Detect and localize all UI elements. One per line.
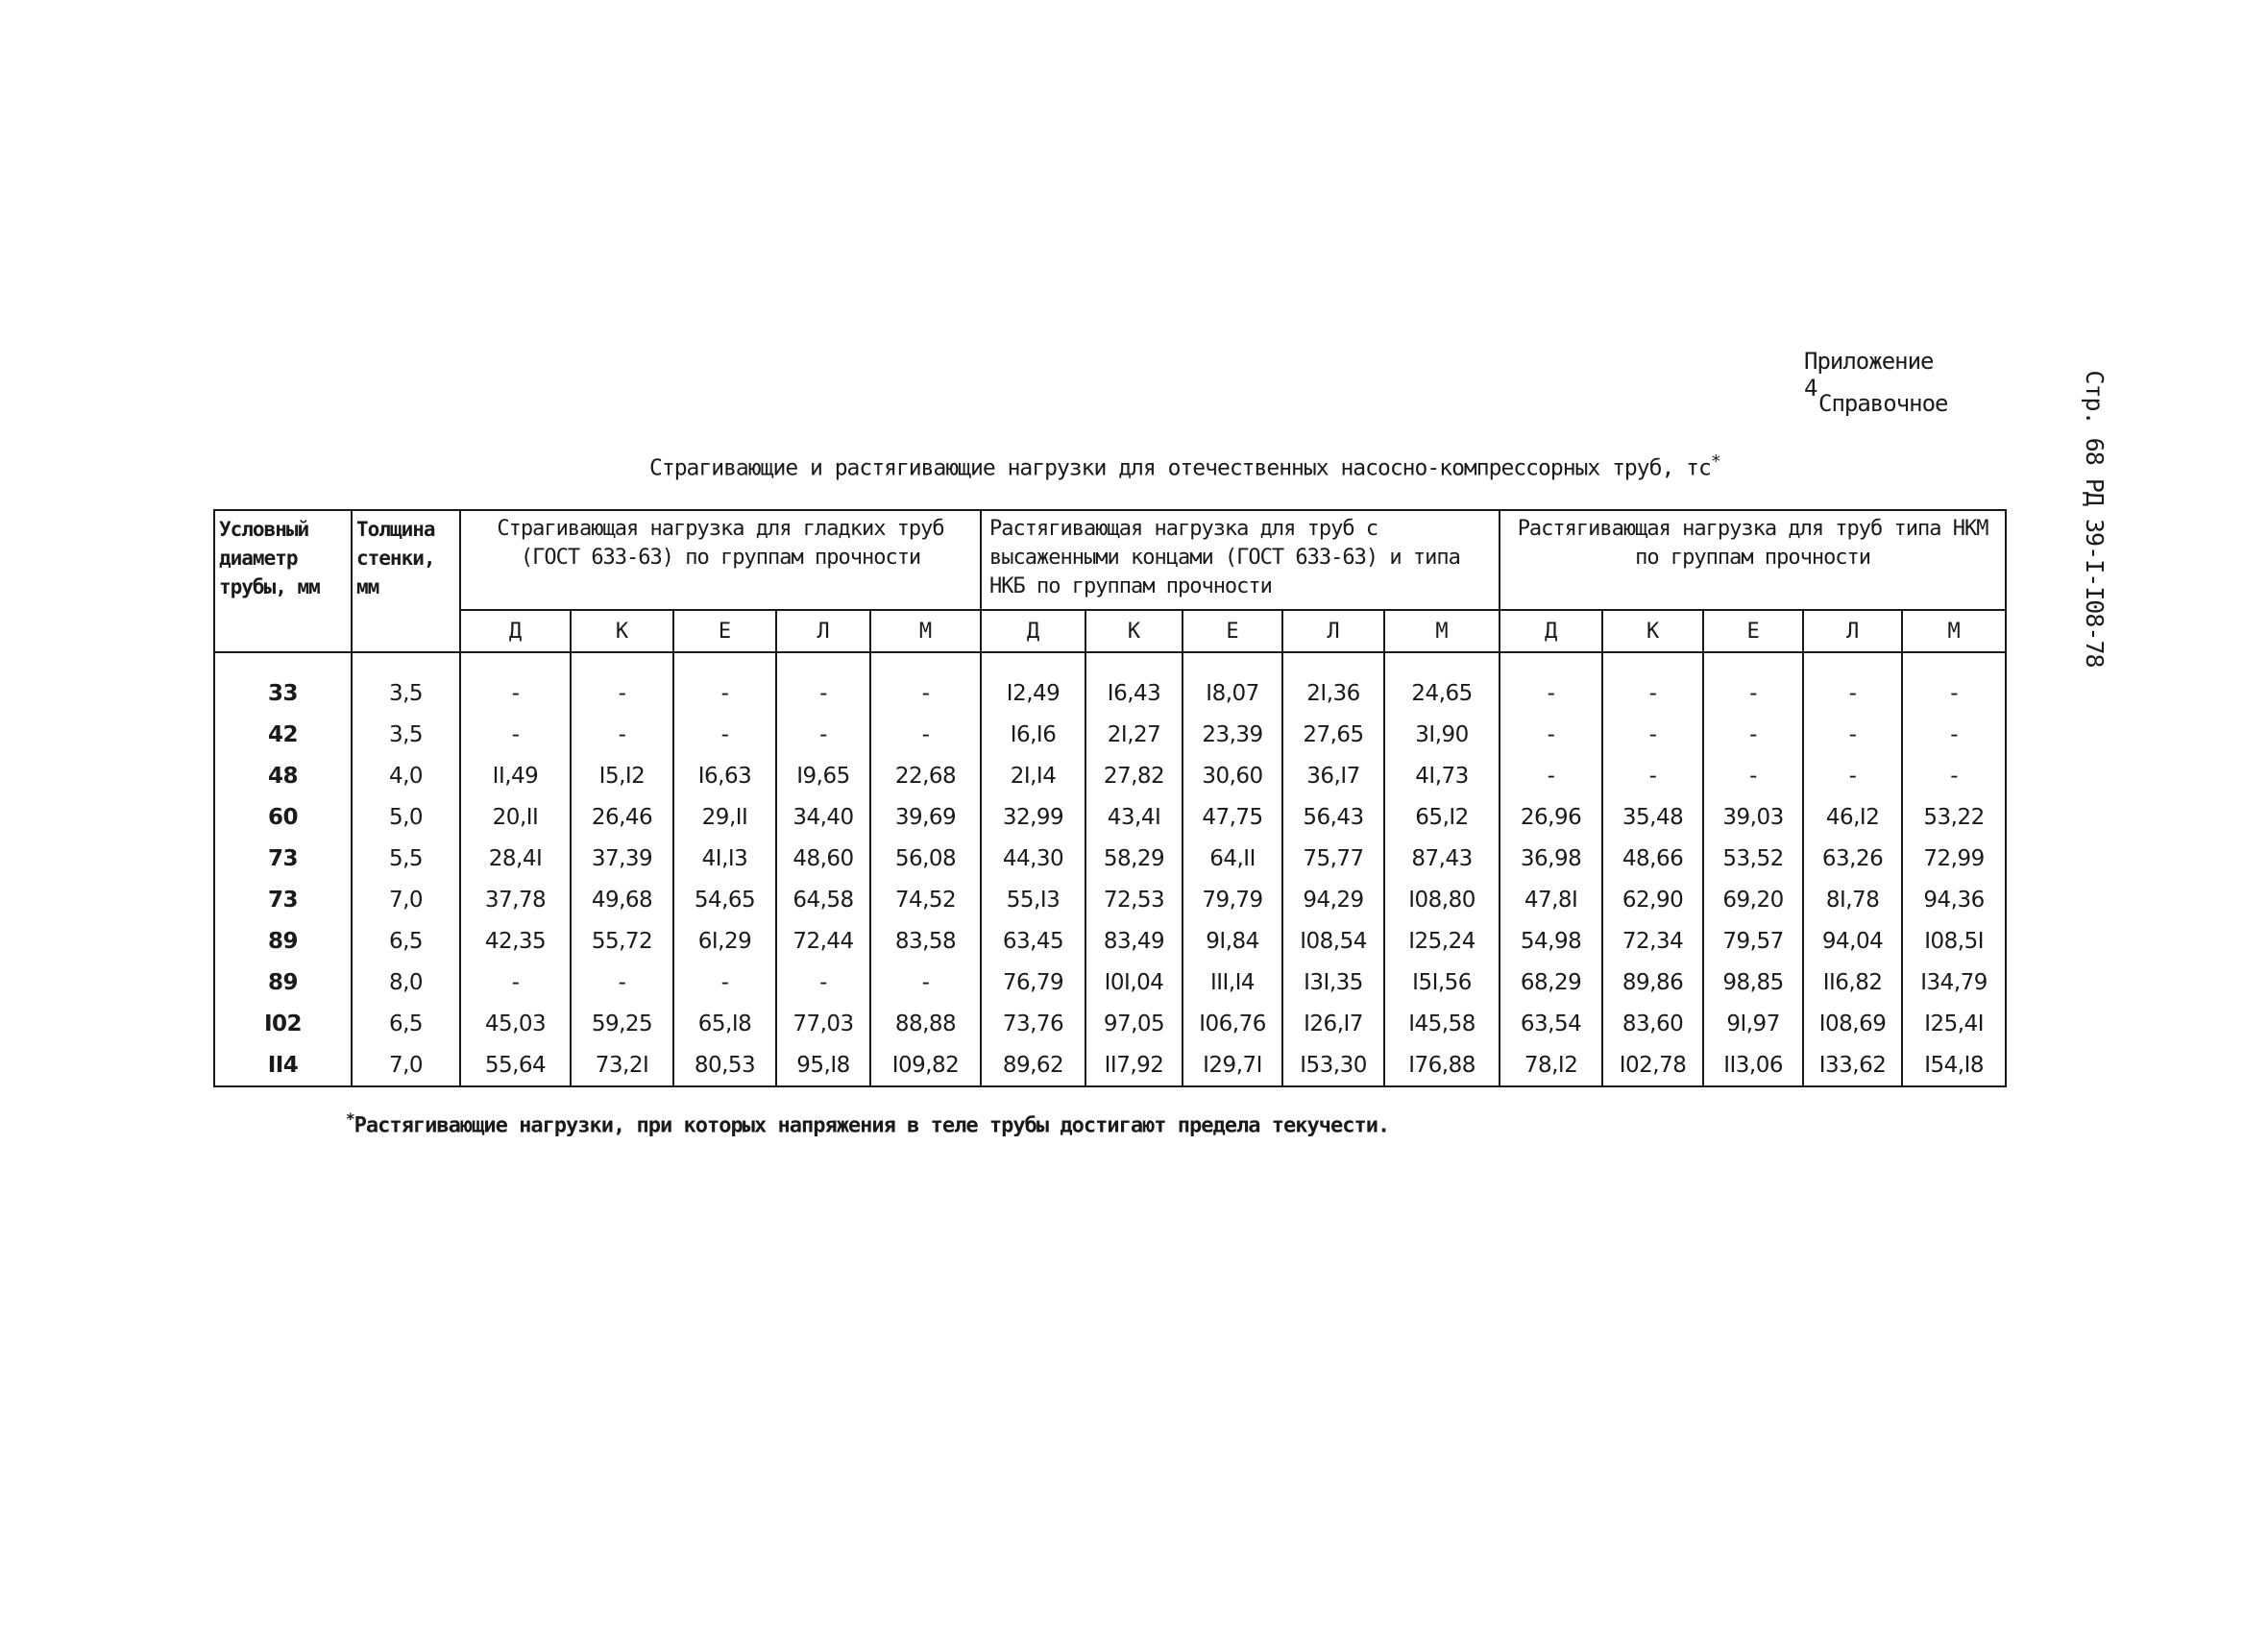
load-cell: I6,63 <box>673 755 776 796</box>
load-cell: I8,07 <box>1183 652 1282 714</box>
grade-header-cell: Е <box>673 610 776 652</box>
load-cell: - <box>1602 652 1703 714</box>
load-cell: I6,43 <box>1085 652 1183 714</box>
footnote-mark: * <box>346 1109 354 1128</box>
load-cell: 75,77 <box>1282 838 1384 879</box>
load-cell: 83,58 <box>870 920 981 962</box>
load-cell: 97,05 <box>1085 1003 1183 1044</box>
load-cell: 32,99 <box>981 796 1085 838</box>
table-row <box>214 879 2006 920</box>
load-cell: I6,I6 <box>981 714 1085 755</box>
load-cell: 83,49 <box>1085 920 1183 962</box>
load-cell: 43,4I <box>1085 796 1183 838</box>
grade-header-cell: Л <box>1282 610 1384 652</box>
load-cell: 36,I7 <box>1282 755 1384 796</box>
page-side-label: Стр. 68 РД 39-I-I08-78 <box>2081 370 2109 668</box>
table-row <box>214 1044 2006 1086</box>
load-cell: 53,22 <box>1902 796 2006 838</box>
load-cell: - <box>870 962 981 1003</box>
load-cell: I5I,56 <box>1384 962 1500 1003</box>
load-cell: - <box>1902 652 2006 714</box>
load-cell: 47,75 <box>1183 796 1282 838</box>
load-cell: 73,2I <box>571 1044 673 1086</box>
load-cell: 72,34 <box>1602 920 1703 962</box>
load-cell: 95,I8 <box>776 1044 870 1086</box>
load-cell: 39,03 <box>1703 796 1803 838</box>
load-cell: I08,69 <box>1803 1003 1902 1044</box>
load-cell: 58,29 <box>1085 838 1183 879</box>
load-cell: I25,4I <box>1902 1003 2006 1044</box>
load-cell: - <box>673 962 776 1003</box>
load-cell: 64,II <box>1183 838 1282 879</box>
load-cell: 79,57 <box>1703 920 1803 962</box>
load-cell: 56,08 <box>870 838 981 879</box>
load-cell: - <box>1803 714 1902 755</box>
load-cell: I5,I2 <box>571 755 673 796</box>
load-cell: 9I,84 <box>1183 920 1282 962</box>
table-row <box>214 652 2006 714</box>
load-cell: 62,90 <box>1602 879 1703 920</box>
load-cell: 80,53 <box>673 1044 776 1086</box>
load-cell: - <box>1803 755 1902 796</box>
grade-header-cell: М <box>1902 610 2006 652</box>
load-cell: 42,35 <box>460 920 571 962</box>
load-cell: II3,06 <box>1703 1044 1803 1086</box>
load-cell: 8I,78 <box>1803 879 1902 920</box>
load-cell: - <box>673 652 776 714</box>
load-cell: 73,76 <box>981 1003 1085 1044</box>
thickness-cell: 3,5 <box>352 714 460 755</box>
diameter-cell: II4 <box>214 1044 352 1086</box>
grade-header-cell: Д <box>981 610 1085 652</box>
load-cell: 48,60 <box>776 838 870 879</box>
grade-header-row <box>214 610 2006 652</box>
load-cell: I53,30 <box>1282 1044 1384 1086</box>
load-cell: 47,8I <box>1500 879 1602 920</box>
load-cell: 89,62 <box>981 1044 1085 1086</box>
load-cell: I54,I8 <box>1902 1044 2006 1086</box>
load-cell: 34,40 <box>776 796 870 838</box>
load-cell: - <box>776 652 870 714</box>
diameter-cell: 89 <box>214 962 352 1003</box>
load-cell: 55,64 <box>460 1044 571 1086</box>
load-cell: - <box>1500 714 1602 755</box>
load-cell: - <box>571 962 673 1003</box>
load-cell: 26,46 <box>571 796 673 838</box>
header-diameter: Условный диаметр трубы, мм <box>214 510 352 652</box>
load-cell: - <box>1703 755 1803 796</box>
load-cell: - <box>1803 652 1902 714</box>
header-group-smooth: Страгивающая нагрузка для гладких труб (ГОСТ 633-63) по группам прочности <box>460 510 981 610</box>
load-cell: 48,66 <box>1602 838 1703 879</box>
load-cell: I34,79 <box>1902 962 2006 1003</box>
load-cell: 94,36 <box>1902 879 2006 920</box>
load-cell: - <box>460 714 571 755</box>
load-cell: I08,80 <box>1384 879 1500 920</box>
reference-label: Справочное <box>1818 390 1948 417</box>
load-cell: 39,69 <box>870 796 981 838</box>
load-cell: - <box>1602 755 1703 796</box>
table-row <box>214 755 2006 796</box>
load-cell: 49,68 <box>571 879 673 920</box>
load-cell: 55,72 <box>571 920 673 962</box>
load-cell: II7,92 <box>1085 1044 1183 1086</box>
header-group-nkm: Растягивающая нагрузка для труб типа НКМ по группам прочности <box>1500 510 2006 610</box>
load-cell: 78,I2 <box>1500 1044 1602 1086</box>
load-cell: I9,65 <box>776 755 870 796</box>
load-cell: 45,03 <box>460 1003 571 1044</box>
load-cell: 65,I8 <box>673 1003 776 1044</box>
table-row <box>214 714 2006 755</box>
load-cell: 63,45 <box>981 920 1085 962</box>
thickness-cell: 5,0 <box>352 796 460 838</box>
grade-header-cell: Е <box>1703 610 1803 652</box>
load-cell: I3I,35 <box>1282 962 1384 1003</box>
diameter-cell: 48 <box>214 755 352 796</box>
load-cell: I25,24 <box>1384 920 1500 962</box>
load-cell: 44,30 <box>981 838 1085 879</box>
thickness-cell: 5,5 <box>352 838 460 879</box>
load-cell: 77,03 <box>776 1003 870 1044</box>
load-cell: - <box>1703 652 1803 714</box>
load-cell: 2I,36 <box>1282 652 1384 714</box>
load-cell: 27,65 <box>1282 714 1384 755</box>
load-cell: 46,I2 <box>1803 796 1902 838</box>
load-cell: 72,99 <box>1902 838 2006 879</box>
load-cell: - <box>1902 714 2006 755</box>
load-cell: 36,98 <box>1500 838 1602 879</box>
load-cell: - <box>571 652 673 714</box>
load-cell: I0I,04 <box>1085 962 1183 1003</box>
load-cell: 6I,29 <box>673 920 776 962</box>
load-cell: 9I,97 <box>1703 1003 1803 1044</box>
load-cell: 74,52 <box>870 879 981 920</box>
load-cell: 54,65 <box>673 879 776 920</box>
footnote <box>346 1109 1691 1137</box>
load-cell: - <box>1500 652 1602 714</box>
grade-header-cell: Л <box>776 610 870 652</box>
table-title <box>649 451 1764 481</box>
diameter-cell: 73 <box>214 879 352 920</box>
table-row <box>214 796 2006 838</box>
load-cell: - <box>1902 755 2006 796</box>
load-cell: 72,53 <box>1085 879 1183 920</box>
thickness-cell: 7,0 <box>352 879 460 920</box>
load-cell: 3I,90 <box>1384 714 1500 755</box>
load-cell: - <box>673 714 776 755</box>
load-cell: - <box>460 962 571 1003</box>
load-cell: 27,82 <box>1085 755 1183 796</box>
load-cell: I45,58 <box>1384 1003 1500 1044</box>
load-cell: - <box>776 714 870 755</box>
load-cell: 65,I2 <box>1384 796 1500 838</box>
load-cell: 88,88 <box>870 1003 981 1044</box>
footnote-text: Растягивающие нагрузки, при которых напряжения в теле трубы достигают предела текучести. <box>354 1113 1390 1138</box>
load-cell: 22,68 <box>870 755 981 796</box>
load-cell: 63,54 <box>1500 1003 1602 1044</box>
load-cell: I06,76 <box>1183 1003 1282 1044</box>
load-cell: 37,78 <box>460 879 571 920</box>
load-cell: 94,04 <box>1803 920 1902 962</box>
thickness-cell: 7,0 <box>352 1044 460 1086</box>
load-cell: 23,39 <box>1183 714 1282 755</box>
load-cell: 4I,73 <box>1384 755 1500 796</box>
load-cell: 59,25 <box>571 1003 673 1044</box>
load-cell: I26,I7 <box>1282 1003 1384 1044</box>
table-row <box>214 920 2006 962</box>
load-cell: III,I4 <box>1183 962 1282 1003</box>
load-cell: 35,48 <box>1602 796 1703 838</box>
load-cell: 29,II <box>673 796 776 838</box>
load-cell: - <box>571 714 673 755</box>
diameter-cell: 60 <box>214 796 352 838</box>
load-cell: I2,49 <box>981 652 1085 714</box>
load-cell: 72,44 <box>776 920 870 962</box>
load-cell: - <box>776 962 870 1003</box>
table-body <box>214 652 2006 1086</box>
load-cell: 26,96 <box>1500 796 1602 838</box>
load-cell: 53,52 <box>1703 838 1803 879</box>
load-cell: 2I,I4 <box>981 755 1085 796</box>
load-cell: 79,79 <box>1183 879 1282 920</box>
load-cell: 94,29 <box>1282 879 1384 920</box>
load-cell: - <box>1602 714 1703 755</box>
diameter-cell: 73 <box>214 838 352 879</box>
thickness-cell: 6,5 <box>352 920 460 962</box>
load-cell: 54,98 <box>1500 920 1602 962</box>
header-thickness: Толщина стенки, мм <box>352 510 460 652</box>
thickness-cell: 3,5 <box>352 652 460 714</box>
load-cell: 87,43 <box>1384 838 1500 879</box>
table-row <box>214 962 2006 1003</box>
load-cell: 30,60 <box>1183 755 1282 796</box>
load-cell: I02,78 <box>1602 1044 1703 1086</box>
load-cell: 28,4I <box>460 838 571 879</box>
load-cell: 64,58 <box>776 879 870 920</box>
load-cell: 76,79 <box>981 962 1085 1003</box>
grade-header-cell: Д <box>460 610 571 652</box>
table-row <box>214 838 2006 879</box>
load-cell: 37,39 <box>571 838 673 879</box>
load-cell: 68,29 <box>1500 962 1602 1003</box>
header-group-upset: Растягивающая нагрузка для труб с высаженными концами (ГОСТ 633-63) и типа НКБ по группам прочности <box>981 510 1500 610</box>
thickness-cell: 6,5 <box>352 1003 460 1044</box>
load-cell: I29,7I <box>1183 1044 1282 1086</box>
table-title-text: Страгивающие и растягивающие нагрузки для отечественных насосно-компрессорных труб, тс <box>649 455 1711 481</box>
grade-header-cell: К <box>1085 610 1183 652</box>
load-cell: I33,62 <box>1803 1044 1902 1086</box>
load-cell: - <box>460 652 571 714</box>
appendix-label: Приложение 4 <box>1804 348 1934 402</box>
grade-header-cell: Л <box>1803 610 1902 652</box>
thickness-cell: 4,0 <box>352 755 460 796</box>
load-cell: - <box>1500 755 1602 796</box>
load-cell: 89,86 <box>1602 962 1703 1003</box>
diameter-cell: 42 <box>214 714 352 755</box>
title-footnote-mark: * <box>1710 451 1720 472</box>
grade-header-cell: Е <box>1183 610 1282 652</box>
load-cell: II,49 <box>460 755 571 796</box>
load-cell: II6,82 <box>1803 962 1902 1003</box>
load-cell: - <box>1703 714 1803 755</box>
load-cell: 24,65 <box>1384 652 1500 714</box>
load-cell: I08,54 <box>1282 920 1384 962</box>
thickness-cell: 8,0 <box>352 962 460 1003</box>
load-cell: 55,I3 <box>981 879 1085 920</box>
grade-header-cell: М <box>870 610 981 652</box>
grade-header-cell: Д <box>1500 610 1602 652</box>
load-cell: 98,85 <box>1703 962 1803 1003</box>
load-cell: I08,5I <box>1902 920 2006 962</box>
load-cell: - <box>870 714 981 755</box>
load-cell: 83,60 <box>1602 1003 1703 1044</box>
table-row <box>214 1003 2006 1044</box>
load-cell: 56,43 <box>1282 796 1384 838</box>
load-cell: - <box>870 652 981 714</box>
load-cell: 63,26 <box>1803 838 1902 879</box>
load-cell: 69,20 <box>1703 879 1803 920</box>
load-cell: 2I,27 <box>1085 714 1183 755</box>
diameter-cell: 89 <box>214 920 352 962</box>
diameter-cell: I02 <box>214 1003 352 1044</box>
grade-header-cell: М <box>1384 610 1500 652</box>
loads-table <box>213 509 2007 1087</box>
load-cell: 20,II <box>460 796 571 838</box>
load-cell: I76,88 <box>1384 1044 1500 1086</box>
diameter-cell: 33 <box>214 652 352 714</box>
grade-header-cell: К <box>1602 610 1703 652</box>
header-row <box>214 510 2006 610</box>
load-cell: I09,82 <box>870 1044 981 1086</box>
grade-header-cell: К <box>571 610 673 652</box>
load-cell: 4I,I3 <box>673 838 776 879</box>
